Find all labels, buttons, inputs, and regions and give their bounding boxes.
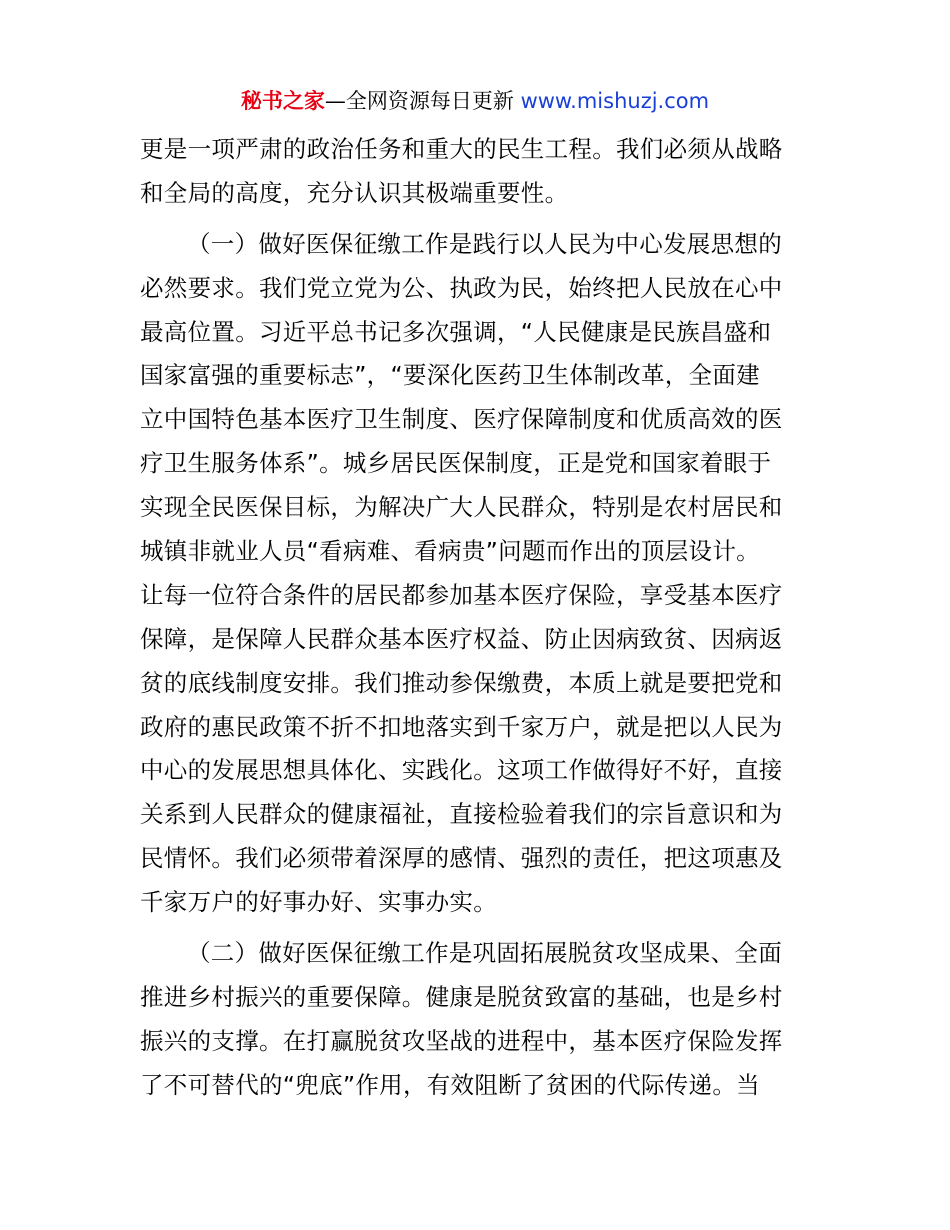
site-header	[0, 86, 950, 116]
text-line: 城镇非就业人员“看病难、看病贵”问题而作出的顶层设计。	[140, 537, 760, 566]
text-line: 和全局的高度，充分认识其极端重要性。	[140, 178, 569, 207]
text-line: 政府的惠民政策不折不扣地落实到千家万户，就是把以人民为	[140, 712, 783, 741]
text-line: 推进乡村振兴的重要保障。健康是脱贫致富的基础，也是乡村	[140, 982, 783, 1011]
site-url[interactable]: www.mishuzj.com	[520, 89, 710, 113]
paragraph	[140, 932, 815, 1108]
text-line: 保障，是保障人民群众基本医疗权益、防止因病致贫、因病返	[140, 624, 783, 653]
text-line: 贫的底线制度安排。我们推动参保缴费，本质上就是要把党和	[140, 668, 783, 697]
paragraph	[140, 128, 815, 216]
text-line: 疗卫生服务体系”。城乡居民医保制度，正是党和国家着眼于	[140, 449, 772, 478]
text-line: （一）做好医保征缴工作是践行以人民为中心发展思想的	[187, 229, 782, 258]
text-line: 最高位置。习近平总书记多次强调，“人民健康是民族昌盛和	[140, 317, 772, 346]
text-line: 国家富强的重要标志”，“要深化医药卫生体制改革，全面建	[140, 361, 760, 390]
text-line: 了不可替代的“兜底”作用，有效阻断了贫困的代际传递。当	[140, 1070, 760, 1099]
text-line: 中心的发展思想具体化、实践化。这项工作做得好不好，直接	[140, 756, 783, 785]
site-tagline: —全网资源每日更新	[324, 89, 521, 113]
text-line: （二）做好医保征缴工作是巩固拓展脱贫攻坚成果、全面	[187, 939, 782, 968]
text-line: 更是一项严肃的政治任务和重大的民生工程。我们必须从战略	[140, 135, 783, 163]
text-line: 关系到人民群众的健康福祉，直接检验着我们的宗旨意识和为	[140, 800, 783, 829]
text-line: 立中国特色基本医疗卫生制度、医疗保障制度和优质高效的医	[140, 405, 783, 434]
text-line: 民情怀。我们必须带着深厚的感情、强烈的责任，把这项惠及	[140, 844, 783, 873]
text-line: 振兴的支撑。在打赢脱贫攻坚战的进程中，基本医疗保险发挥	[140, 1026, 783, 1055]
text-line: 让每一位符合条件的居民都参加基本医疗保险，享受基本医疗	[140, 580, 783, 609]
text-line: 实现全民医保目标，为解决广大人民群众，特别是农村居民和	[140, 493, 783, 522]
text-line: 必然要求。我们党立党为公、执政为民，始终把人民放在心中	[140, 273, 783, 302]
text-line: 千家万户的好事办好、实事办实。	[140, 888, 497, 917]
paragraph	[140, 223, 815, 925]
site-brand: 秘书之家	[240, 89, 325, 113]
document-body	[140, 128, 815, 1108]
